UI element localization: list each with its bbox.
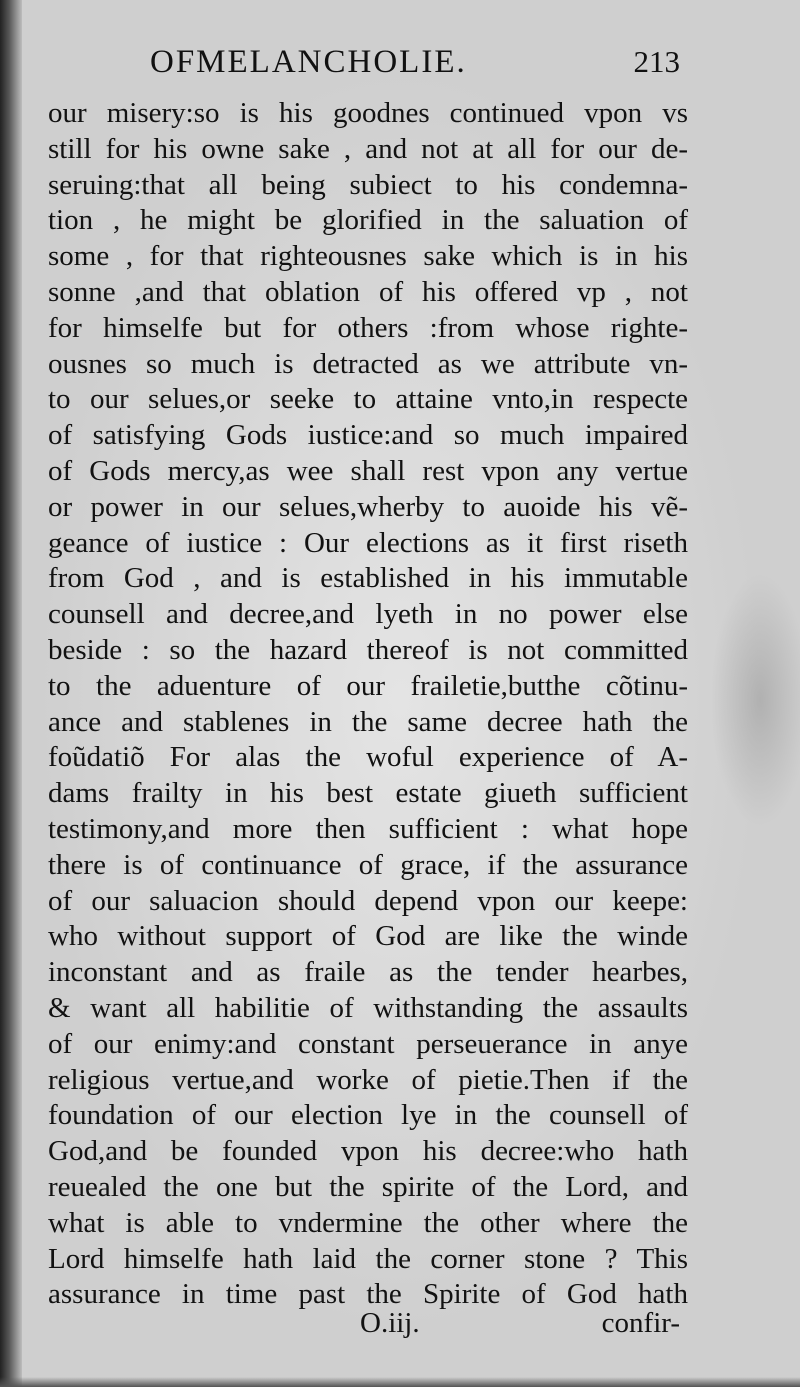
text-line: sonne ,and that oblation of his offered vp , not bbox=[48, 275, 688, 308]
text-line: God,and be founded vpon his decree:who hath bbox=[48, 1135, 688, 1168]
text-line: of our saluacion should depend vpon our keepe: bbox=[48, 884, 688, 917]
text-line: our misery:so is his goodnes continued vpon vs bbox=[48, 97, 688, 129]
text-line: tion , he might be glorified in the saluation of bbox=[48, 204, 688, 237]
text-line: there is of continuance of grace, if the assurance bbox=[48, 848, 688, 881]
text-line: foũdatiõ For alas the woful experience of A- bbox=[48, 741, 688, 774]
text-line: or power in our selues,wherby to auoide his vẽ- bbox=[48, 490, 688, 523]
text-line: Lord himselfe hath laid the corner stone ? This bbox=[48, 1242, 688, 1275]
running-head bbox=[150, 40, 680, 84]
text-line: still for his owne sake , and not at all for our de- bbox=[48, 132, 688, 165]
page-gutter-shadow bbox=[0, 0, 22, 1387]
text-line: dams frailty in his best estate giueth sufficient bbox=[48, 777, 688, 810]
text-line: who without support of God are like the winde bbox=[48, 920, 688, 953]
text-line: reuealed the one but the spirite of the Lord, and bbox=[48, 1170, 688, 1203]
text-line: ousnes so much is detracted as we attribute vn- bbox=[48, 347, 688, 380]
text-line: foundation of our election lye in the counsell of bbox=[48, 1099, 688, 1132]
text-line: counsell and decree,and lyeth in no power else bbox=[48, 598, 688, 631]
text-line: what is able to vndermine the other where the bbox=[48, 1206, 688, 1239]
text-line: testimony,and more then sufficient : what hope bbox=[48, 812, 688, 845]
text-line: of our enimy:and constant perseuerance in anye bbox=[48, 1027, 688, 1060]
text-line: of Gods mercy,as wee shall rest vpon any vertue bbox=[48, 454, 688, 487]
text-line: to our selues,or seeke to attaine vnto,in respecte bbox=[48, 383, 688, 416]
text-line: from God , and is established in his immutable bbox=[48, 562, 688, 595]
text-line: religious vertue,and worke of pietie.Then if the bbox=[48, 1063, 688, 1096]
text-line: to the aduenture of our frailetie,butthe cõtinu- bbox=[48, 669, 688, 702]
text-line: some , for that righteousnes sake which is in his bbox=[48, 240, 688, 273]
text-line: ance and stablenes in the same decree hath the bbox=[48, 705, 688, 738]
text-line: beside : so the hazard thereof is not committed bbox=[48, 633, 688, 666]
text-line: assurance in time past the Spirite of God hath bbox=[48, 1278, 688, 1311]
text-line: & want all habilitie of withstanding the assaults bbox=[48, 991, 688, 1024]
catchword: confir- bbox=[601, 1307, 680, 1339]
page-number: 213 bbox=[633, 44, 680, 79]
text-line: geance of iustice : Our elections as it first riseth bbox=[48, 526, 688, 559]
running-title: OFMELANCHOLIE. bbox=[150, 44, 467, 80]
text-line: of satisfying Gods iustice:and so much impaired bbox=[48, 419, 688, 452]
text-line: seruing:that all being subiect to his condemna- bbox=[48, 168, 688, 201]
page-bottom-shadow bbox=[0, 1377, 800, 1387]
text-line: inconstant and as fraile as the tender hearbes, bbox=[48, 956, 688, 989]
body-text bbox=[48, 96, 688, 1313]
page-footer bbox=[48, 1305, 688, 1341]
text-line: for himselfe but for others :from whose righte- bbox=[48, 311, 688, 344]
signature-mark: O.iij. bbox=[360, 1307, 420, 1339]
